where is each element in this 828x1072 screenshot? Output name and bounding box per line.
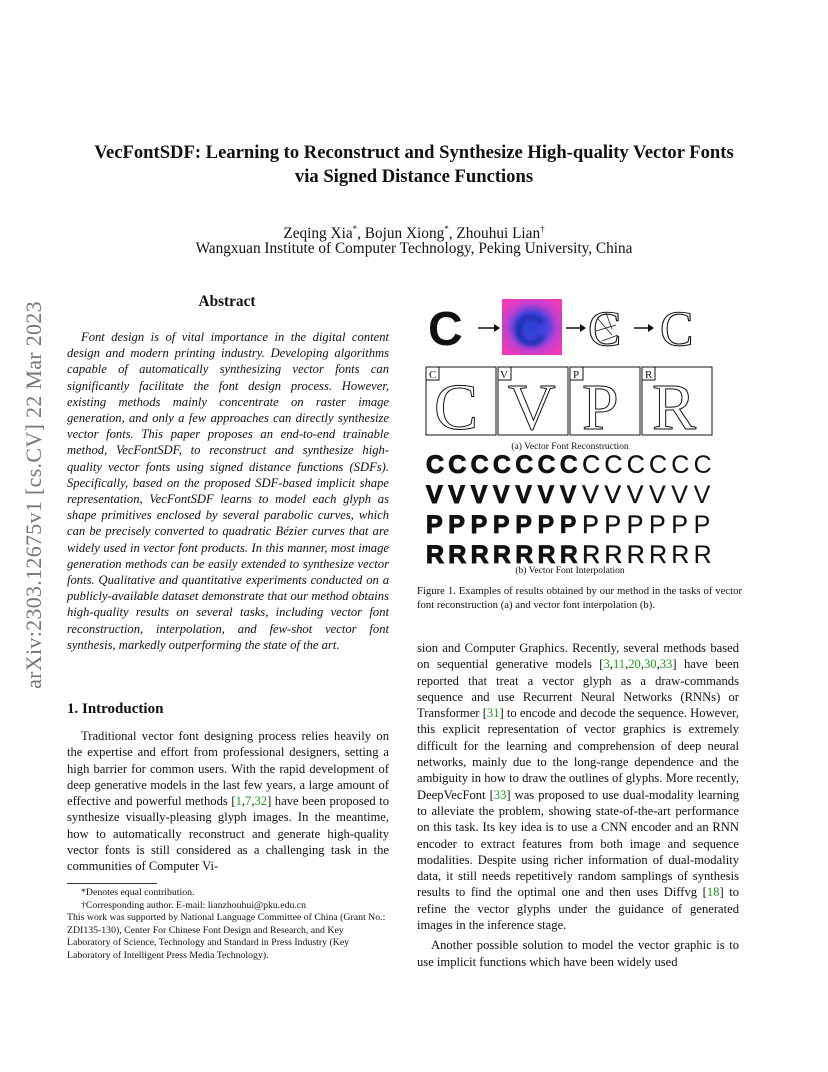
reconstruction-box-c bbox=[426, 367, 496, 444]
author-mark: * bbox=[444, 224, 449, 234]
interpolated-glyph: R bbox=[515, 541, 534, 569]
subcaption-a: (a) Vector Font Reconstruction bbox=[511, 442, 629, 452]
arrow-icon bbox=[634, 324, 654, 332]
interpolated-glyph: P bbox=[582, 511, 599, 539]
section-heading-introduction: 1. Introduction bbox=[67, 701, 164, 717]
interpolated-glyph: P bbox=[649, 511, 666, 539]
box-label: R bbox=[645, 369, 653, 381]
author-name: Zeqing Xia bbox=[283, 225, 353, 243]
interpolated-glyph: R bbox=[649, 541, 668, 569]
interpolated-glyph: P bbox=[537, 511, 555, 539]
interpolated-glyph: C bbox=[604, 451, 623, 479]
interpolated-glyph: C bbox=[559, 451, 578, 479]
citation-link[interactable]: 7 bbox=[245, 794, 252, 809]
box-label: V bbox=[500, 369, 508, 381]
box-glyph: C bbox=[434, 371, 479, 444]
reconstruction-box-p bbox=[570, 367, 640, 444]
interpolated-glyph: C bbox=[537, 451, 556, 479]
citation-link[interactable]: 30 bbox=[644, 657, 657, 672]
interpolated-glyph: R bbox=[426, 541, 445, 569]
interpolated-glyph: R bbox=[470, 541, 489, 569]
citation-link[interactable]: 31 bbox=[486, 706, 500, 721]
interpolated-glyph: C bbox=[515, 451, 534, 479]
interpolated-glyph: R bbox=[604, 541, 623, 569]
interpolated-glyph: R bbox=[492, 541, 511, 569]
title-line-2: via Signed Distance Functions bbox=[294, 166, 534, 187]
interpolated-glyph: P bbox=[470, 511, 488, 539]
right-column-text bbox=[417, 640, 739, 974]
citation-link[interactable]: 20 bbox=[628, 657, 641, 672]
interpolated-glyph: C bbox=[671, 451, 690, 479]
input-glyph: C bbox=[428, 303, 463, 356]
citation-link[interactable]: 32 bbox=[254, 794, 268, 809]
footnote-funding: This work was supported by National Language Committee of China (Grant No.: ZDI135-130), Center For Chinese Font Design and Research, and Key Laboratory of Science, Technology and Standard in Press Industry (Key Laboratory of Intelligent Press Media Technology). bbox=[67, 912, 386, 961]
body-text: ] to encode and decode the sequence. However, this explicit representation of vector graphics is extremely difficult for the learning and comprehension of deep neural networks, mainly due to the long-range dependence and the ambiguity in how to draw the outlines of glyphs. More recently, DeepVecFont [ bbox=[417, 706, 739, 802]
citation-link[interactable]: 33 bbox=[659, 657, 673, 672]
interpolated-glyph: V bbox=[626, 481, 644, 509]
interpolated-glyph: P bbox=[492, 511, 510, 539]
interpolated-glyph: C bbox=[649, 451, 668, 479]
body-text: sion and Computer Graphics. Recently, several methods based on sequential generative models [ bbox=[417, 641, 739, 672]
interpolated-glyph: V bbox=[470, 481, 488, 509]
figure-1-caption: Figure 1. Examples of results obtained by our method in the tasks of vector font reconstruction (a) and vector font interpolation (b). bbox=[417, 585, 742, 611]
arrow-icon bbox=[478, 324, 500, 332]
sdf-glyph: C bbox=[514, 306, 546, 355]
interpolated-glyph: P bbox=[559, 511, 577, 539]
body-paragraph: Another possible solution to model the vector graphic is to use implicit functions which have been widely used bbox=[417, 938, 739, 969]
arxiv-stamp bbox=[21, 290, 47, 700]
interpolated-glyph: V bbox=[515, 481, 532, 509]
reconstruction-box-v bbox=[498, 367, 568, 444]
interpolated-glyph: V bbox=[448, 481, 465, 509]
intro-paragraph: Traditional vector font designing process relies heavily on the expertise and effort from professional designers, setting a high barrier for common users. With the rapid development of deep generative models in the last few years, a large amount of effective and powerful methods [1,7,32] have been proposed to synthesize visually-pleasing glyph images. In the meantime, how to automatically reconstruct and generate high-quality vector fonts is still considered as a challenging task in the communities of Computer Vi- bbox=[67, 729, 389, 874]
interpolated-glyph: V bbox=[671, 481, 688, 509]
arrow-icon bbox=[566, 324, 586, 332]
citation-link[interactable]: 33 bbox=[493, 787, 507, 802]
reconstruction-box-r bbox=[642, 367, 712, 444]
interpolated-glyph: P bbox=[693, 511, 711, 539]
interpolated-glyph: P bbox=[515, 511, 532, 539]
body-text: ] have been reported that treat a vector glyph as a draw-commands sequence and use Recurrent Neural Networks (RNNs) or Transformer [ bbox=[417, 657, 739, 721]
interpolated-glyph: R bbox=[537, 541, 556, 569]
interpolated-glyph: P bbox=[426, 511, 443, 539]
affiliation: Wangxuan Institute of Computer Technology, Peking University, China bbox=[195, 240, 633, 257]
author-mark: † bbox=[540, 224, 545, 234]
body-text: ] was proposed to use dual-modality learning to alleviate the problem, showing state-of-the-art performance on this task. Its key idea is to use a CNN encoder and an RNN encoder to extract features from both image and sequence modalities. Despite using richer information of dual-modality data, it still needs repetitively random samplings of synthesis results to find the optimal one and then uses Diffvg [ bbox=[417, 787, 739, 900]
interpolated-glyph: C bbox=[492, 451, 511, 479]
footnote-rule bbox=[67, 883, 157, 884]
interpolated-glyph: R bbox=[582, 541, 601, 569]
body-paragraph: sion and Computer Graphics. Recently, several methods based on sequential generative models [3,11,20,30,33] have been reported that treat a vector glyph as a draw-commands sequence and use Recurrent Neural Networks (RNNs) or Transformer [31] to encode and decode the sequence. However, this explicit representation of vector graphics is extremely difficult for the learning and comprehension of deep neural networks, mainly due to the long-range dependence and the ambiguity in how to draw the outlines of glyphs. More recently, DeepVecFont [33] was proposed to use dual-modality learning to alleviate the problem, showing state-of-the-art performance on this task. Its key idea is to use a CNN encoder and an RNN encoder to extract features from both image and sequence modalities. Despite using richer information of dual-modality data, it still needs repetitively random samplings of synthesis results to find the optimal one and then uses Diffvg [18] to refine the vector glyphs under the guidance of generated images in the inference stage. bbox=[417, 641, 740, 933]
interpolated-glyph: V bbox=[693, 481, 711, 509]
interpolated-glyph: R bbox=[448, 541, 467, 569]
interpolated-glyph: P bbox=[604, 511, 622, 539]
interpolated-glyph: P bbox=[448, 511, 465, 539]
footnotes bbox=[67, 887, 389, 963]
interpolated-glyph: P bbox=[671, 511, 688, 539]
interpolation-grid bbox=[426, 451, 712, 569]
box-label: C bbox=[429, 369, 437, 381]
figure-1 bbox=[420, 295, 760, 575]
citation-link[interactable]: 18 bbox=[706, 885, 720, 900]
interpolated-glyph: C bbox=[693, 451, 712, 479]
interpolated-glyph: V bbox=[649, 481, 666, 509]
box-glyph: P bbox=[582, 371, 619, 444]
box-glyph: R bbox=[652, 371, 697, 444]
interpolated-glyph: C bbox=[582, 451, 601, 479]
citation-link[interactable]: 11 bbox=[612, 657, 626, 672]
author-name: Bojun Xiong bbox=[364, 225, 445, 243]
author-list: Zeqing Xia*, Bojun Xiong*, Zhouhui Lian† bbox=[283, 224, 545, 243]
intro-text: ] have been proposed to synthesize visually-pleasing glyph images. In the meantime, how to automatically reconstruct and generate high-quality vector fonts is still considered as a challenging task in the communities of Computer Vi- bbox=[67, 794, 389, 874]
interpolated-glyph: V bbox=[426, 481, 443, 509]
paper-title bbox=[0, 141, 828, 189]
footnote-equal: *Denotes equal contribution. bbox=[81, 887, 195, 898]
interpolated-glyph: V bbox=[559, 481, 577, 509]
abstract-heading: Abstract bbox=[198, 293, 256, 310]
box-glyph: V bbox=[508, 371, 556, 444]
author-mark: * bbox=[352, 224, 358, 234]
interpolated-glyph: R bbox=[671, 541, 690, 569]
interpolated-glyph: R bbox=[559, 541, 578, 569]
interpolated-glyph: V bbox=[492, 481, 510, 509]
primitive-glyph bbox=[588, 300, 621, 356]
interpolated-glyph: C bbox=[448, 451, 467, 479]
intro-text: Traditional vector font designing process relies heavily on the expertise and effort from professional designers, setting a high barrier for common users. With the rapid development of deep generative models in the last few years, a large amount of effective and powerful methods [ bbox=[67, 729, 389, 809]
interpolated-glyph: C bbox=[626, 451, 645, 479]
interpolated-glyph: V bbox=[582, 481, 599, 509]
interpolated-glyph: V bbox=[537, 481, 555, 509]
body-text: ] to refine the vector glyphs under the guidance of generated images in the inference stage. bbox=[417, 885, 740, 933]
abstract-text: Font design is of vital importance in the digital content design and modern printing industry. Developing algorithms capable of automatically synthesizing vector fonts can significantly facilitate the font design process. However, existing methods mainly concentrate on raster image generation, and only a few approaches can directly synthesize vector fonts. This paper proposes an end-to-end trainable method, VecFontSDF, to reconstruct and synthesize high-quality vector fonts using signed distance functions (SDFs). Specifically, based on the proposed SDF-based implicit shape representation, VecFontSDF learns to model each glyph as shape primitives enclosed by several parabolic curves, which can be precisely converted to quadratic Bézier curves that are widely used in vector font products. In this manner, most image generation methods can be easily extended to synthesize vector fonts. Qualitative and quantitative experiments conducted on a publicly-available dataset demonstrate that our method obtains high-quality results on several tasks, including vector font reconstruction, interpolation, and few-shot vector font synthesis, markedly outperforming the state of the art. bbox=[67, 330, 389, 652]
interpolated-glyph: R bbox=[693, 541, 712, 569]
citation-link[interactable]: 3 bbox=[603, 657, 610, 672]
interpolated-glyph: P bbox=[626, 511, 644, 539]
output-outline-glyph: C bbox=[660, 300, 694, 356]
author-name: Zhouhui Lian bbox=[456, 225, 541, 243]
svg-text:C: C bbox=[588, 300, 622, 356]
arxiv-stamp-text: arXiv:2303.12675v1 [cs.CV] 22 Mar 2023 bbox=[21, 301, 46, 689]
box-label: P bbox=[573, 369, 580, 381]
title-line-1: VecFontSDF: Learning to Reconstruct and Synthesize High-quality Vector Fonts bbox=[94, 142, 734, 163]
interpolated-glyph: C bbox=[426, 451, 445, 479]
footnote-corresponding: †Corresponding author. E-mail: lianzhouhui@pku.edu.cn bbox=[81, 899, 307, 911]
interpolated-glyph: V bbox=[604, 481, 622, 509]
citation-link[interactable]: 1 bbox=[235, 794, 242, 809]
subcaption-b: (b) Vector Font Interpolation bbox=[515, 566, 625, 575]
interpolated-glyph: R bbox=[626, 541, 645, 569]
interpolated-glyph: C bbox=[470, 451, 489, 479]
